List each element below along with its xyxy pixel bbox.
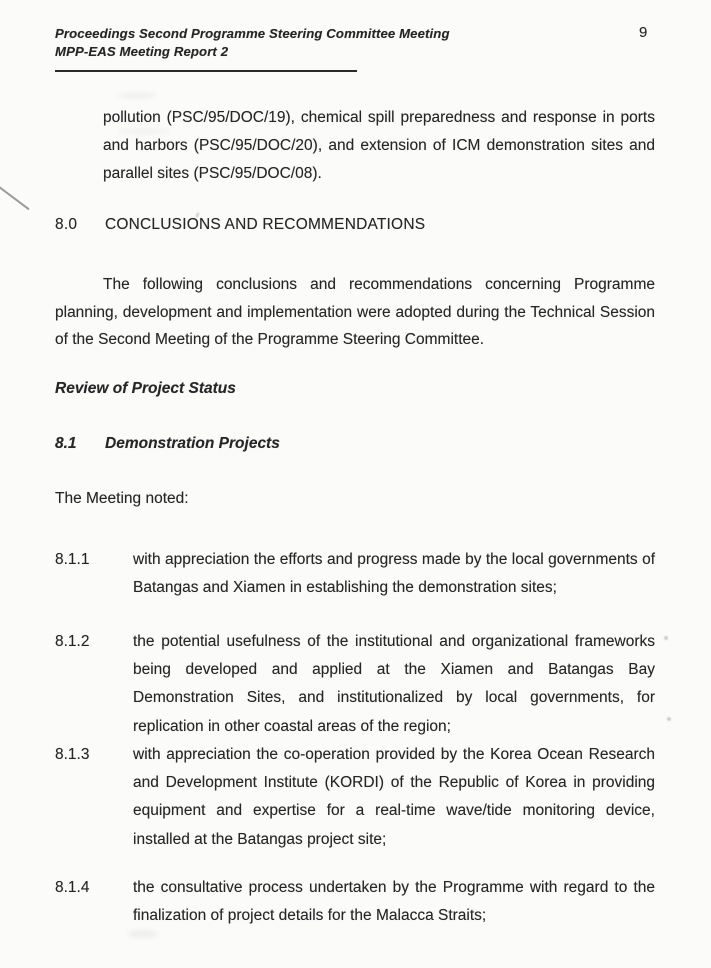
subsection-heading-8-1 <box>55 435 280 453</box>
scan-artifact-diagonal <box>0 182 30 210</box>
list-item <box>55 741 655 854</box>
scan-artifact-speck <box>664 636 668 640</box>
list-item <box>55 628 655 741</box>
section-heading-8-0 <box>55 216 425 234</box>
header-subtitle: MPP-EAS Meeting Report 2 <box>55 44 229 59</box>
list-item <box>55 546 655 602</box>
subsection-title: Demonstration Projects <box>105 435 280 452</box>
item-number: 8.1.1 <box>55 551 90 568</box>
section-title: CONCLUSIONS AND RECOMMENDATIONS <box>105 216 426 233</box>
section-number: 8.0 <box>55 216 78 233</box>
item-text: with appreciation the co-operation provided by the Korea Ocean Research and Development Institute (KORDI) of the Republic of Korea in providing equipment and expertise for a real-time wave/tide monitoring device, installed at the Batangas project site; <box>133 746 655 848</box>
item-text: with appreciation the efforts and progress made by the local governments of Batangas and Xiamen in establishing the demonstration sites; <box>133 551 655 597</box>
scan-artifact-smudge <box>118 92 156 99</box>
review-heading: Review of Project Status <box>55 380 236 397</box>
item-number: 8.1.3 <box>55 746 90 763</box>
item-text: the potential usefulness of the institutional and organizational frameworks being developed and applied at the Xiamen and Batangas Bay Demonstration Sites, and institutionalized by local governments, for replication in other coastal areas of the region; <box>133 633 655 735</box>
paragraph-intro: The following conclusions and recommendations concerning Programme planning, development and implementation were adopted during the Technical Session of the Second Meeting of the Programme Steering Committee. <box>55 276 655 349</box>
item-text: the consultative process undertaken by the Programme with regard to the finalization of project details for the Malacca Straits; <box>133 879 655 925</box>
scan-artifact-smudge <box>128 930 158 938</box>
page-number: 9 <box>639 24 648 41</box>
paragraph-continuation: pollution (PSC/95/DOC/19), chemical spill preparedness and response in ports and harbors (PSC/95/DOC/20), and extension of ICM demonstration sites and parallel sites (PSC/95/DOC/08). <box>103 109 655 183</box>
item-number: 8.1.4 <box>55 879 90 896</box>
header-rule <box>55 70 357 72</box>
scan-artifact-speck <box>667 717 671 721</box>
subsection-number: 8.1 <box>55 435 77 452</box>
noted-line: The Meeting noted: <box>55 490 189 507</box>
item-number: 8.1.2 <box>55 633 90 650</box>
header-title: Proceedings Second Programme Steering Committee Meeting <box>55 26 450 41</box>
list-item <box>55 874 655 930</box>
